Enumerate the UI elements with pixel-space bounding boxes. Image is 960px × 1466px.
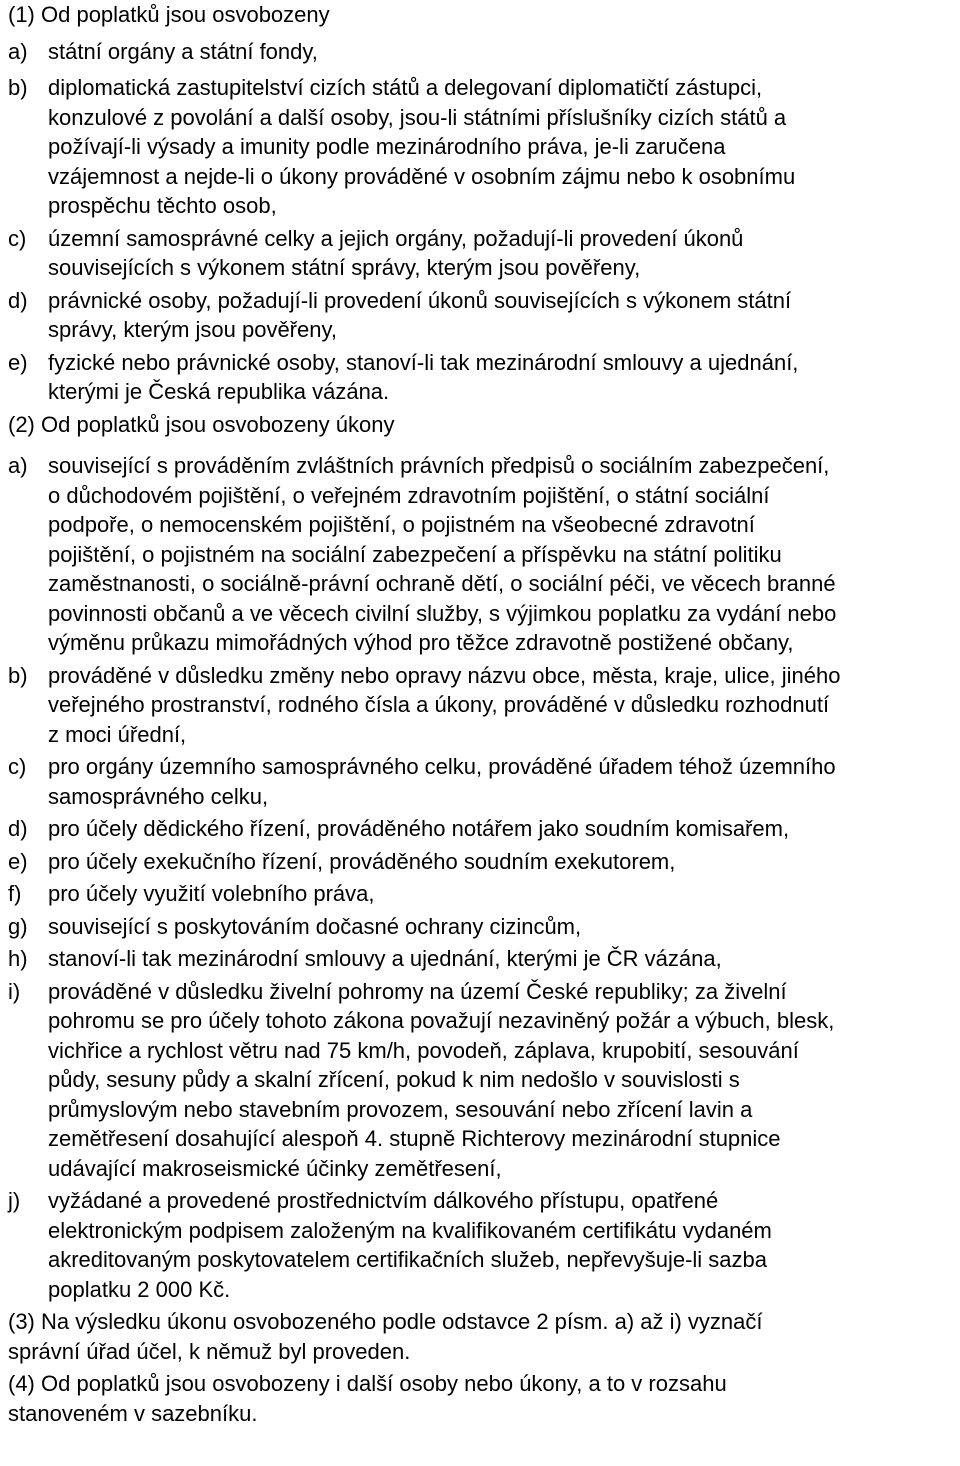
list-item [8,879,958,909]
text-line: požívají-li výsady a imunity podle mezinárodního práva, je-li zaručena [48,134,726,159]
text-line: diplomatická zastupitelství cizích států a delegovaní diplomatičtí zástupci, [48,75,763,100]
text-line: průmyslovým nebo stavebním provozem, sesouvání nebo zřícení lavin a [48,1096,753,1122]
item-text [48,879,958,909]
text-line: související s poskytováním dočasné ochrany cizincům, [48,913,582,939]
item-text [48,37,958,67]
paragraph-heading: (2) Od poplatků jsou osvobozeny úkony [8,411,395,437]
text-line: právnické osoby, požadují-li provedení úkonů souvisejících s výkonem státní [48,287,792,313]
text-line: vzájemnost a nejde-li o úkony prováděné v osobním zájmu nebo k osobnímu [48,163,796,189]
text-line: státní orgány a státní fondy, [48,38,318,64]
paragraph-heading: (1) Od poplatků jsou osvobozeny [8,2,330,27]
list-item [8,912,958,942]
text-line: vyžádané a provedené prostřednictvím dálkového přístupu, opatřené [48,1188,719,1213]
item-marker: f) [8,881,22,906]
item-marker: h) [8,946,28,971]
list-item [8,752,958,811]
list-item [8,451,958,658]
text-line: kterými je Česká republika vázána. [48,379,390,404]
text-line: samosprávného celku, [48,783,269,809]
item-text [48,814,958,844]
list-item [8,847,958,877]
item-marker: i) [8,978,21,1004]
text-line: vichřice a rychlost větru nad 75 km/h, povodeň, záplava, krupobití, sesouvání [48,1037,799,1063]
item-marker: j) [8,1188,21,1213]
text-line: pohromu se pro účely tohoto zákona považují nezaviněný požár a výbuch, blesk, [48,1008,835,1033]
text-line: udávající makroseismické účinky zemětřesení, [48,1155,502,1181]
text-line: prováděné v důsledku změny nebo opravy názvu obce, města, kraje, ulice, jiného [48,662,841,688]
text-line: pro účely dědického řízení, prováděného notářem jako soudním komisařem, [48,816,790,841]
document-body [8,0,958,1428]
list-item [8,814,958,844]
item-marker: a) [8,38,28,64]
text-line: o důchodovém pojištění, o veřejném zdravotním pojištění, o státní sociální [48,482,770,508]
text-line: správy, kterým jsou pověřeny, [48,317,337,342]
text-line: pro účely využití volebního práva, [48,881,375,906]
item-text [48,451,958,658]
text-line: výměnu průkazu mimořádných výhod pro těžce zdravotně postižené občany, [48,630,794,655]
item-text [48,847,958,877]
item-text [48,224,958,283]
text-line: pojištění, o pojistném na sociální zabezpečení a příspěvku na státní politiku [48,541,782,567]
item-marker: a) [8,453,28,478]
list-item [8,661,958,750]
paragraph-2 [8,410,958,1305]
item-text [48,977,958,1184]
item-text [48,286,958,345]
text-line: prováděné v důsledku živelní pohromy na území České republiky; za živelní [48,978,787,1004]
item-marker: d) [8,816,28,841]
text-line: související s prováděním zvláštních právních předpisů o sociálním zabezpečení, [48,453,830,478]
item-text [48,944,958,974]
list-item [8,977,958,1184]
item-text [48,348,958,407]
text-line: souvisejících s výkonem státní správy, kterým jsou pověřeny, [48,255,641,280]
text-line: akreditovaným poskytovatelem certifikačních služeb, nepřevyšuje-li sazba [48,1247,767,1272]
text-line: stanoveném v sazebníku. [8,1400,258,1426]
item-marker: e) [8,848,28,874]
item-marker: d) [8,287,28,313]
item-text [48,73,958,221]
text-line: zaměstnanosti, o sociálně-právní ochraně dětí, o sociální péči, ve věcech branné [48,571,836,596]
item-marker: b) [8,75,28,100]
text-line: územní samosprávné celky a jejich orgány, požadují-li provedení úkonů [48,225,744,251]
text-line: prospěchu těchto osob, [48,193,277,218]
item-marker: g) [8,913,28,939]
text-line: konzulové z povolání a další osoby, jsou-li státními příslušníky cizích států a [48,104,787,130]
list-item [8,348,958,407]
list-item [8,286,958,345]
paragraph-4 [8,1369,958,1428]
item-marker: e) [8,349,28,375]
item-text [48,1186,958,1304]
item-text [48,752,958,811]
paragraph-3 [8,1307,958,1366]
text-line: elektronickým podpisem založeným na kvalifikovaném certifikátu vydaném [48,1217,772,1243]
item-marker: c) [8,225,27,251]
paragraph-1 [8,0,958,407]
item-text [48,661,958,750]
item-marker: b) [8,662,28,688]
list-item [8,224,958,283]
text-line: podpoře, o nemocenském pojištění, o pojistném na všeobecné zdravotní [48,512,755,537]
list-item [8,944,958,974]
list-item [8,1186,958,1304]
text-line: povinnosti občanů a ve věcech civilní služby, s výjimkou poplatku za vydání nebo [48,600,837,626]
text-line: fyzické nebo právnické osoby, stanoví-li tak mezinárodní smlouvy a ujednání, [48,349,799,375]
item-text [48,912,958,942]
item-marker: c) [8,754,27,779]
text-line: stanoví-li tak mezinárodní smlouvy a ujednání, kterými je ČR vázána, [48,946,722,971]
text-line: (4) Od poplatků jsou osvobozeny i další osoby nebo úkony, a to v rozsahu [8,1371,727,1396]
text-line: půdy, sesuny půdy a skalní zřícení, pokud k nim nedošlo v souvislosti s [48,1067,740,1092]
list-item [8,37,958,67]
text-line: pro orgány územního samosprávného celku, prováděné úřadem téhož územního [48,754,836,779]
text-line: pro účely exekučního řízení, prováděného soudním exekutorem, [48,848,676,874]
text-line: správní úřad účel, k němuž byl proveden. [8,1338,411,1364]
text-line: (3) Na výsledku úkonu osvobozeného podle odstavce 2 písm. a) až i) vyznačí [8,1309,763,1334]
text-line: poplatku 2 000 Kč. [48,1276,231,1302]
list-item [8,73,958,221]
text-line: z moci úřední, [48,721,187,747]
text-line: veřejného prostranství, rodného čísla a úkony, prováděné v důsledku rozhodnutí [48,692,830,717]
text-line: zemětřesení dosahující alespoň 4. stupně Richterovy mezinárodní stupnice [48,1126,781,1151]
